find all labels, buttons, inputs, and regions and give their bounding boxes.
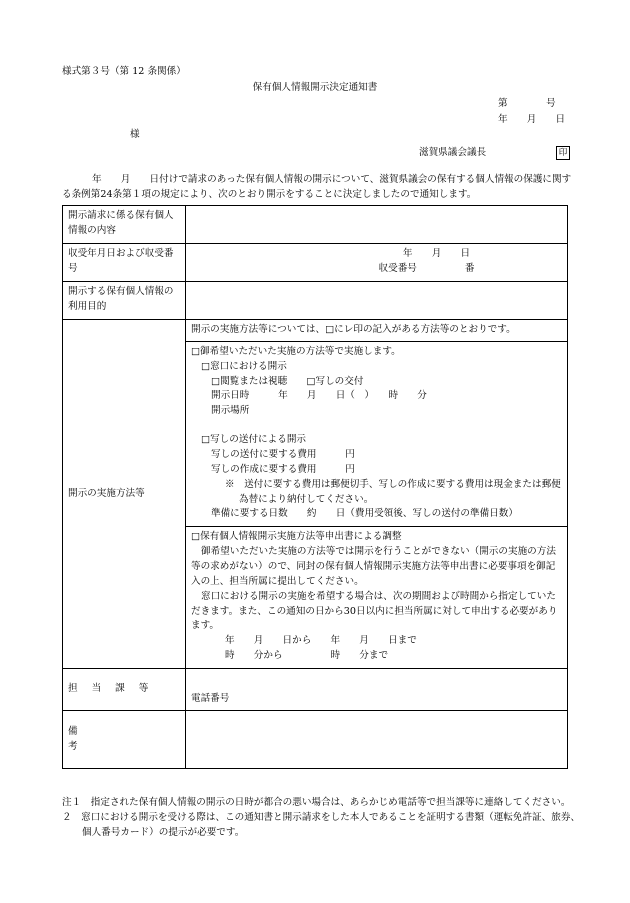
notice-table	[62, 205, 568, 769]
received-value-cell	[186, 244, 568, 282]
content-label-cell	[63, 206, 186, 244]
addressee-suffix: 様	[130, 129, 140, 140]
sender-name: 滋賀県議会議長	[419, 147, 487, 158]
phone-label: 電話番号	[191, 693, 230, 705]
method-header: 開示の実施方法等については、□にレ印の記入がある方法等のとおりです。	[191, 324, 516, 335]
document-number: 第 号	[498, 98, 556, 109]
mailing-fee: 写しの送付に要する費用 円	[211, 449, 355, 461]
purpose-label-cell	[63, 282, 186, 320]
seal-stamp: 印	[556, 146, 570, 160]
adjustment-text: 御希望いただいた実施の方法等では開示を行うことができない（開示の実施の方法等の求めがない）ので、同封の保有個人情報開示実施方法等申出書に必要事項を御記入の上、担当所属に提出してください。	[191, 546, 556, 587]
method-own-option[interactable]: □御希望いただいた実施の方法等で実施します。	[191, 345, 401, 357]
seal-mark	[556, 146, 570, 160]
received-date: 年 月 日	[402, 248, 471, 259]
counter-disclosure-option[interactable]: □窓口における開示	[201, 360, 287, 372]
remarks-label: 備考	[68, 725, 142, 752]
notes-section	[62, 796, 582, 841]
method-label-cell	[63, 320, 186, 669]
view-or-copy-options[interactable]: □閲覧または視聴 □写しの交付	[211, 375, 364, 387]
fee-payment-note: ※ 送付に要する費用は郵便切手、写しの作成に要する費用は現金または郵便為替により納付してください。	[225, 478, 561, 505]
intro-paragraph: 年 月 日付けで請求のあった保有個人情報の開示について、滋賀県議会の保有する個人情報の保護に関する条例第24条第１項の規定により、次のとおり開示をすることに決定しましたので通知します。	[62, 174, 572, 200]
remarks-label-cell	[63, 711, 186, 769]
counter-request-text: 窓口における開示の実施を希望する場合は、次の期間および時間から指定していただきます。また、この通知の日から30日以内に担当所属に対して申出する必要があります。	[191, 590, 558, 632]
staff-value-cell	[186, 669, 568, 711]
received-number: 収受番号 番	[378, 262, 475, 274]
document-title: 保有個人情報開示決定通知書	[252, 82, 378, 93]
method-block-own	[186, 341, 568, 526]
period-range: 年 月 日から 年 月 日まで	[225, 635, 417, 647]
form-number: 様式第３号（第 12 条関係）	[62, 66, 186, 77]
preparation-days: 準備に要する日数 約 日（費用受領後、写しの送付の準備日数）	[211, 508, 518, 520]
method-header-cell	[186, 320, 568, 342]
received-label-cell	[63, 244, 186, 282]
mail-disclosure-option[interactable]: □写しの送付による開示	[201, 434, 307, 446]
note-2: ２ 窓口における開示を受ける際は、この通知書と開示請求をした本人であることを証明する書類（運転免許証、旅券、個人番号カード）の提示が必要です。	[62, 811, 581, 838]
purpose-label: 開示する保有個人情報の利用目的	[68, 286, 174, 312]
document-date: 年 月 日	[498, 114, 566, 125]
blank-line	[191, 419, 562, 433]
method-label: 開示の実施方法等	[68, 487, 145, 499]
staff-label: 担当課等	[68, 683, 163, 695]
disclosure-place: 開示場所	[211, 405, 250, 417]
adjustment-option[interactable]: □保有個人情報開示実施方法等申出書による調整	[191, 531, 402, 543]
content-value-cell	[186, 206, 568, 244]
remarks-value-cell	[186, 711, 568, 769]
copy-fee: 写しの作成に要する費用 円	[211, 463, 355, 475]
disclosure-datetime: 開示日時 年 月 日（ ） 時 分	[211, 390, 427, 402]
time-range: 時 分から 時 分まで	[225, 650, 389, 662]
note-1: 注１ 指定された保有個人情報の開示の日時が都合の悪い場合は、あらかじめ電話等で担当課等に連絡してください。	[62, 797, 571, 808]
staff-label-cell	[63, 669, 186, 711]
purpose-value-cell	[186, 282, 568, 320]
received-label: 収受年月日および収受番号	[68, 248, 174, 274]
method-block-adjust	[186, 527, 568, 669]
content-label: 開示請求に係る保有個人情報の内容	[68, 210, 174, 236]
